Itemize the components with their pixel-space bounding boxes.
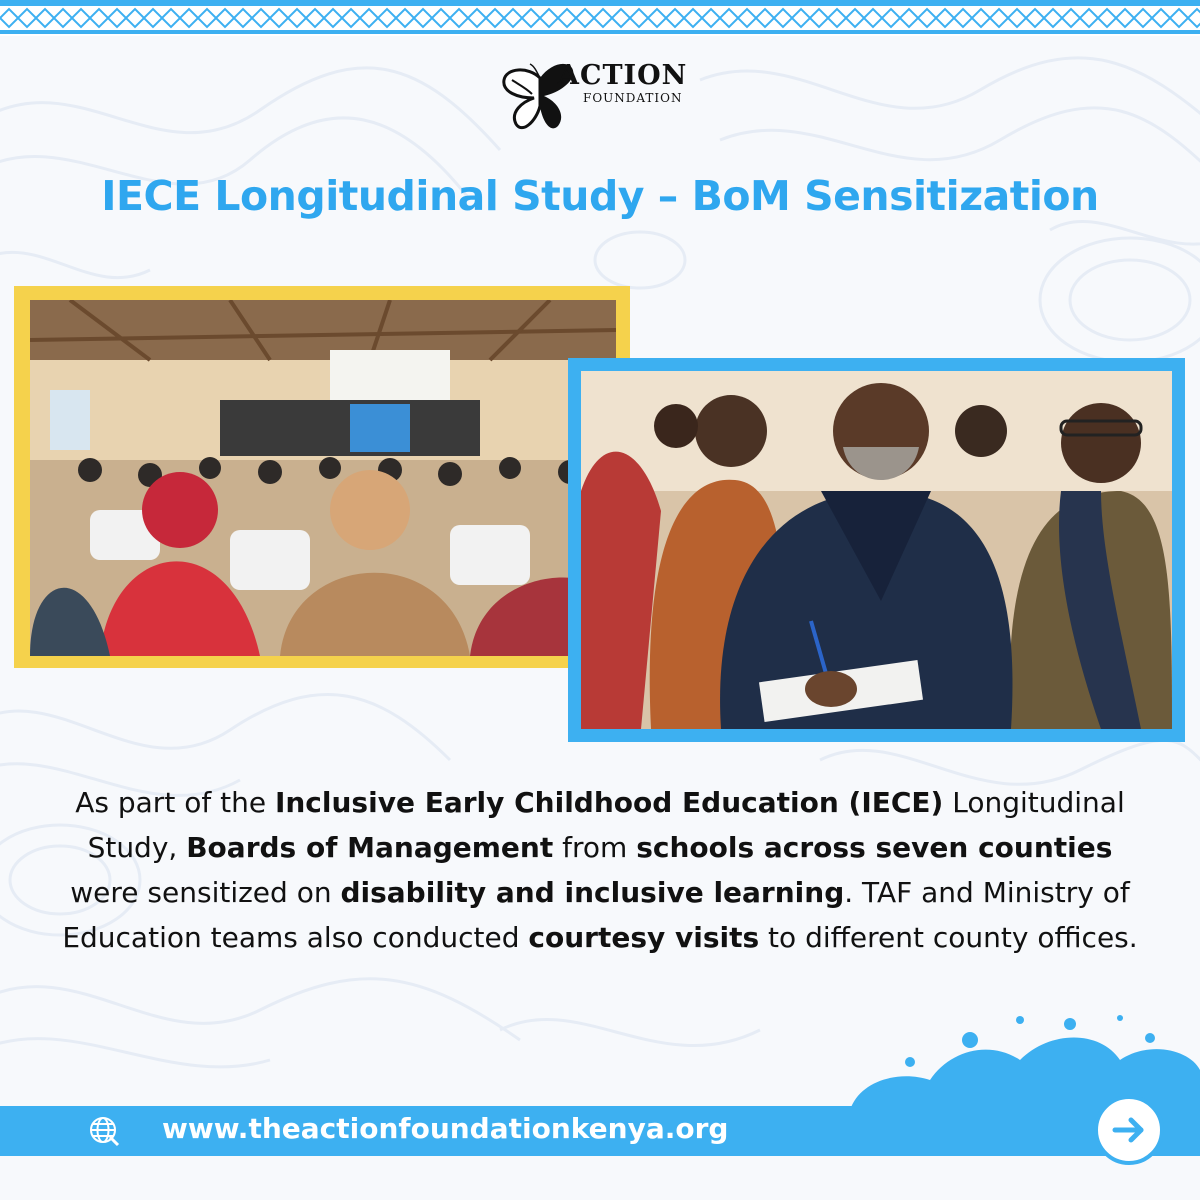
body-text-segment: to different county offices. — [759, 921, 1138, 954]
photo-frame-blue — [568, 358, 1185, 742]
body-text-segment: Longitudinal Study, — [87, 786, 1125, 864]
paint-splash-decoration — [820, 1010, 1200, 1110]
page-title: IECE Longitudinal Study – BoM Sensitization — [101, 172, 1099, 220]
photo-classroom-meeting — [30, 300, 616, 656]
body-bold-segment: schools across seven counties — [636, 831, 1113, 864]
body-paragraph — [60, 780, 1140, 960]
body-bold-segment: Boards of Management — [186, 831, 554, 864]
arrow-right-icon — [1109, 1110, 1149, 1150]
action-foundation-logo — [500, 58, 710, 138]
photo-participant-writing — [581, 371, 1172, 729]
body-text-segment: As part of the — [75, 786, 275, 819]
body-bold-segment: Inclusive Early Childhood Education (IECE) — [274, 786, 944, 819]
logo-subtitle: FOUNDATION — [583, 91, 683, 105]
body-text-segment: were sensitized on — [70, 876, 341, 909]
website-link[interactable]: www.theactionfoundationkenya.org — [162, 1112, 729, 1145]
body-text-segment: . TAF and Ministry of Education teams also conducted — [62, 876, 1130, 954]
globe-icon — [88, 1115, 122, 1149]
body-text-segment: from — [553, 831, 637, 864]
photo-frame-yellow — [14, 286, 630, 668]
body-bold-segment: courtesy visits — [528, 921, 760, 954]
body-bold-segment: disability and inclusive learning — [340, 876, 845, 909]
next-button[interactable] — [1094, 1095, 1164, 1165]
logo-wordmark: ACTION — [558, 60, 688, 91]
top-decorative-border — [0, 0, 1200, 36]
